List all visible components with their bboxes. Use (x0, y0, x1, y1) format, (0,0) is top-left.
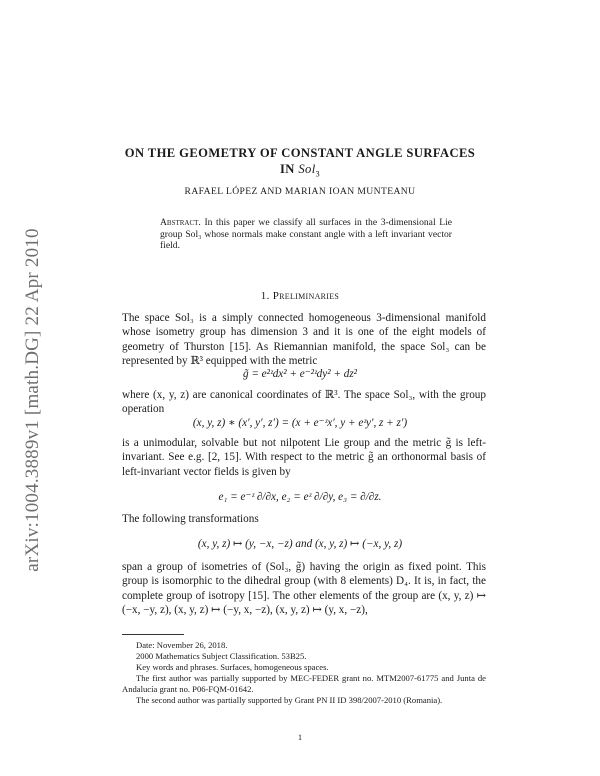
paragraph-2: where (x, y, z) are canonical coordinates of ℝ³. The space Sol₃, with the group operation (122, 389, 486, 416)
footnote-grant-second: The second author was partially supported by Grant PN II ID 398/2007-2010 (Romania). (136, 695, 443, 705)
paragraph-4: The following transformations (122, 513, 259, 525)
paper-title-line2 (100, 162, 500, 179)
abstract (160, 217, 452, 252)
arxiv-identifier: arXiv:1004.3889v1 [math.DG] 22 Apr 2010 (22, 228, 43, 572)
title-symbol-sub: 3 (315, 169, 321, 179)
abstract-text: In this paper we classify all surfaces in the 3-dimensional Lie group Sol₃ whose normals make constant angle with a left invariant vector field. (160, 217, 452, 252)
paragraph-1: The space Sol₃ is a simply connected homogeneous 3-dimensional manifold whose isometry group has dimension 3 and it is one of the eight models of geometry of Thurston [15]. As Riemannian manifold, the space Sol₃ can be represented by ℝ³ equipped with the metric (122, 312, 486, 368)
equation-group-operation: (x, y, z) ∗ (x′, y′, z′) = (x + e⁻ᶻx′, y + eᶻy′, z + z′) (192, 417, 408, 429)
equation-basis: e₁ = e⁻ᶻ ∂/∂x, e₂ = eᶻ ∂/∂y, e₃ = ∂/∂z. (218, 491, 382, 503)
equation-transformations: (x, y, z) ↦ (y, −x, −z) and (x, y, z) ↦ (−x, y, z) (197, 538, 403, 550)
paragraph-3: is a unimodular, solvable but not nilpotent Lie group and the metric g̃ is left-invariant. See e.g. [2, 15]. With respect to the metric g̃ an orthonormal basis of left-invariant vector fields is given by (122, 437, 486, 478)
footnote-rule (122, 634, 184, 635)
footnote-date: Date: November 26, 2018. (136, 640, 228, 650)
footnote-keywords: Key words and phrases. Surfaces, homogeneous spaces. (136, 662, 329, 672)
authors: RAFAEL LÓPEZ AND MARIAN IOAN MUNTEANU (184, 186, 416, 197)
footnote-grant-first: The first author was partially supported by MEC-FEDER grant no. MTM2007-61775 and Junta de Andalucía grant no. P06-FQM-01642. (122, 673, 486, 694)
page-number: 1 (297, 732, 303, 742)
equation-metric: g̃ = e²ᶻdx² + e⁻²ᶻdy² + dz² (242, 368, 358, 380)
footnote-msc: 2000 Mathematics Subject Classification. 53B25. (136, 651, 307, 661)
section-title: Preliminaries (272, 290, 340, 302)
section-number: 1. (260, 290, 270, 302)
abstract-label: Abstract. (160, 217, 201, 228)
paper-title-line1: ON THE GEOMETRY OF CONSTANT ANGLE SURFACES (124, 146, 476, 160)
paragraph-5: span a group of isometries of (Sol₃, g̃) having the origin as fixed point. This group is isomorphic to the dihedral group (with 8 elements) D₄. It is, in fact, the complete group of isotropy [15]. The other elements of the group are (x, y, z) ↦ (−x, −y, z), (x, y, z) ↦ (−y, x, −z), (x, y, z) ↦ (y, x, −z), (122, 561, 486, 617)
section-heading (100, 290, 500, 302)
title-symbol: Sol (298, 162, 316, 176)
title-prefix: IN (279, 162, 299, 176)
